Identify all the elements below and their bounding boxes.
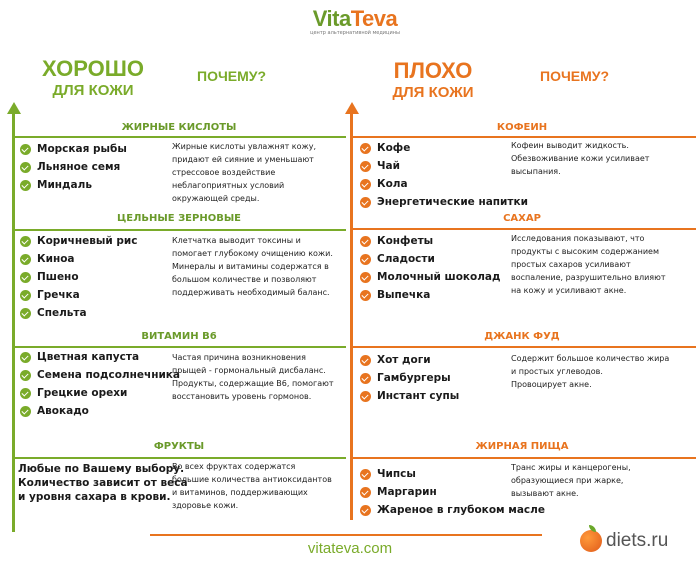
good-why-heading: ПОЧЕМУ? — [197, 68, 267, 84]
check-icon — [20, 308, 31, 319]
list-item — [360, 351, 459, 369]
good-arrow-icon — [7, 102, 21, 114]
check-icon — [360, 272, 371, 283]
list-item — [20, 304, 138, 322]
item-label: Авокадо — [37, 405, 89, 417]
list-item — [20, 140, 127, 158]
logo-name-part2: Teva — [350, 6, 398, 31]
list-item — [20, 286, 138, 304]
desc-line: продукты с высоким содержанием — [511, 247, 660, 256]
desc-line: Жирные кислоты увлажнят кожу, — [172, 142, 316, 151]
item-label: Грецкие орехи — [37, 387, 128, 399]
check-icon — [20, 180, 31, 191]
caffeine-list — [360, 139, 528, 211]
list-item — [20, 158, 127, 176]
whole-grains-list — [20, 232, 138, 322]
item-label: Выпечка — [377, 289, 431, 301]
desc-line: Содержит большое количество жира — [511, 354, 670, 363]
list-item — [360, 387, 459, 405]
vitamin-b6-description — [172, 351, 334, 403]
item-label: Энергетические напитки — [377, 196, 528, 208]
bad-arrow-icon — [345, 102, 359, 114]
logo-subtitle: центр альтернативной медицины — [310, 30, 400, 36]
check-icon — [360, 391, 371, 402]
section-heading-vitamin-b6: ВИТАМИН B6 — [141, 331, 217, 342]
divider — [352, 457, 696, 459]
desc-line: прыщей - гормональный дисбаланс. — [172, 366, 326, 375]
desc-line: воспаление, разрушительно влияют — [511, 273, 666, 282]
item-label: Хот доги — [377, 354, 431, 366]
list-item — [20, 348, 180, 366]
desc-line: на кожу и усиливают акне. — [511, 286, 627, 295]
item-label: Инстант супы — [377, 390, 460, 402]
bad-title — [378, 60, 488, 100]
bad-why-heading: ПОЧЕМУ? — [540, 68, 610, 84]
list-item — [360, 232, 501, 250]
junk-food-list — [360, 351, 459, 405]
section-heading-fruits: ФРУКТЫ — [153, 441, 205, 452]
item-label: Чай — [377, 160, 400, 172]
fruits-text — [18, 462, 188, 504]
desc-line: восстановить уровень гормонов. — [172, 392, 312, 401]
check-icon — [360, 355, 371, 366]
check-icon — [20, 162, 31, 173]
list-item — [360, 175, 528, 193]
vitateva-logo — [300, 6, 410, 36]
check-icon — [360, 143, 371, 154]
item-label: Коричневый рис — [37, 235, 138, 247]
list-item — [20, 366, 180, 384]
list-item — [360, 157, 528, 175]
caffeine-description — [511, 139, 649, 178]
item-label: Чипсы — [377, 468, 416, 480]
logo-name-part1: Vita — [312, 6, 351, 31]
check-icon — [20, 370, 31, 381]
section-heading-junk-food: ДЖАНК ФУД — [484, 331, 560, 342]
desc-line: окружающей среды. — [172, 194, 260, 203]
check-icon — [20, 144, 31, 155]
check-icon — [20, 388, 31, 399]
item-label: Цветная капуста — [37, 351, 140, 363]
desc-line: помогает глубокому очищению кожи. — [172, 249, 333, 258]
divider — [14, 457, 346, 459]
sugar-description — [511, 232, 666, 297]
bad-title-line1: ПЛОХО — [393, 58, 473, 83]
desc-line: неблагоприятных условий — [172, 181, 285, 190]
check-icon — [360, 236, 371, 247]
junk-food-description — [511, 352, 669, 391]
check-icon — [20, 272, 31, 283]
desc-line: здоровье кожи. — [172, 501, 239, 510]
check-icon — [20, 236, 31, 247]
item-label: Жареное в глубоком масле — [377, 504, 545, 516]
desc-line: Провоцирует акне. — [511, 380, 592, 389]
desc-line: высыпания. — [511, 167, 561, 176]
watermark-text: diets.ru — [606, 530, 669, 551]
good-title-line2: ДЛЯ КОЖИ — [52, 82, 134, 99]
list-item — [360, 268, 501, 286]
section-heading-fatty-food: ЖИРНАЯ ПИЩА — [475, 441, 569, 452]
item-label: Кола — [377, 178, 408, 190]
check-icon — [20, 254, 31, 265]
whole-grains-description — [172, 234, 333, 299]
list-item — [20, 232, 138, 250]
list-item — [360, 501, 545, 519]
check-icon — [360, 254, 371, 265]
item-label: Морская рыбы — [37, 143, 127, 155]
check-icon — [360, 161, 371, 172]
item-label: Молочный шоколад — [377, 271, 501, 283]
fruits-description — [172, 460, 332, 512]
list-item — [20, 402, 180, 420]
check-icon — [360, 487, 371, 498]
check-icon — [20, 406, 31, 417]
desc-line: и витаминов, поддерживающих — [172, 488, 308, 497]
section-heading-fatty-acids: ЖИРНЫЕ КИСЛОТЫ — [121, 122, 237, 133]
list-item — [360, 139, 528, 157]
good-title — [38, 58, 148, 98]
section-heading-caffeine: КОФЕИН — [496, 122, 548, 133]
divider — [14, 136, 346, 138]
desc-line: Продукты, содержащие B6, помогают — [172, 379, 334, 388]
fruits-text-line: Любые по Вашему выбору. — [18, 463, 185, 475]
divider — [352, 346, 696, 348]
desc-line: вызывают акне. — [511, 489, 579, 498]
desc-line: простых сахаров усиливают — [511, 260, 631, 269]
fruits-text-line: и уровня сахара в крови. — [18, 491, 171, 503]
desc-line: большом количестве и позволяют — [172, 275, 317, 284]
fatty-acids-list — [20, 140, 127, 194]
list-item — [20, 268, 138, 286]
good-vertical-line — [12, 112, 15, 532]
check-icon — [20, 352, 31, 363]
item-label: Пшено — [37, 271, 79, 283]
diets-watermark — [580, 530, 668, 552]
section-heading-whole-grains: ЦЕЛЬНЫЕ ЗЕРНОВЫЕ — [116, 213, 242, 224]
divider — [352, 136, 696, 138]
section-heading-sugar: САХАР — [503, 213, 541, 224]
check-icon — [360, 373, 371, 384]
desc-line: и простых углеводов. — [511, 367, 603, 376]
sugar-list — [360, 232, 501, 304]
desc-line: Обезвоживание кожи усиливает — [511, 154, 650, 163]
check-icon — [360, 197, 371, 208]
list-item — [20, 176, 127, 194]
item-label: Киноа — [37, 253, 75, 265]
desc-line: Частая причина возникновения — [172, 353, 306, 362]
bad-title-line2: ДЛЯ КОЖИ — [392, 84, 474, 101]
desc-line: стрессовое воздействие — [172, 168, 276, 177]
list-item — [360, 250, 501, 268]
list-item — [20, 250, 138, 268]
fatty-food-description — [511, 461, 631, 500]
check-icon — [360, 505, 371, 516]
item-label: Кофе — [377, 142, 411, 154]
item-label: Спельта — [37, 307, 87, 319]
desc-line: Кофеин выводит жидкость. — [511, 141, 629, 150]
vitamin-b6-list — [20, 348, 180, 420]
item-label: Льняное семя — [37, 161, 121, 173]
desc-line: поддерживать необходимый баланс. — [172, 288, 330, 297]
check-icon — [360, 469, 371, 480]
list-item — [360, 193, 528, 211]
site-link[interactable]: vitateva.com — [307, 540, 393, 557]
desc-line: Во всех фруктах содержатся — [172, 462, 296, 471]
divider — [352, 228, 696, 230]
list-item — [360, 369, 459, 387]
logo-name — [300, 6, 410, 32]
footer-divider — [150, 534, 542, 536]
item-label: Миндаль — [37, 179, 92, 191]
fruits-text-line: Количество зависит от веса — [18, 477, 188, 489]
list-item — [360, 286, 501, 304]
item-label: Гречка — [37, 289, 80, 301]
desc-line: Клетчатка выводит токсины и — [172, 236, 301, 245]
desc-line: большие количества антиоксидантов — [172, 475, 332, 484]
check-icon — [360, 290, 371, 301]
divider — [14, 229, 346, 231]
fatty-acids-description — [172, 140, 316, 205]
item-label: Сладости — [377, 253, 435, 265]
desc-line: придают ей сияние и уменьшают — [172, 155, 314, 164]
desc-line: Исследования показывают, что — [511, 234, 645, 243]
good-title-line1: ХОРОШО — [42, 56, 144, 81]
item-label: Маргарин — [377, 486, 437, 498]
item-label: Конфеты — [377, 235, 434, 247]
desc-line: Минералы и витамины содержатся в — [172, 262, 329, 271]
item-label: Гамбургеры — [377, 372, 451, 384]
item-label: Семена подсолнечника — [37, 369, 181, 381]
desc-line: Транс жиры и канцерогены, — [511, 463, 631, 472]
desc-line: образующиеся при жарке, — [511, 476, 624, 485]
apple-icon — [580, 530, 602, 552]
list-item — [20, 384, 180, 402]
check-icon — [360, 179, 371, 190]
check-icon — [20, 290, 31, 301]
